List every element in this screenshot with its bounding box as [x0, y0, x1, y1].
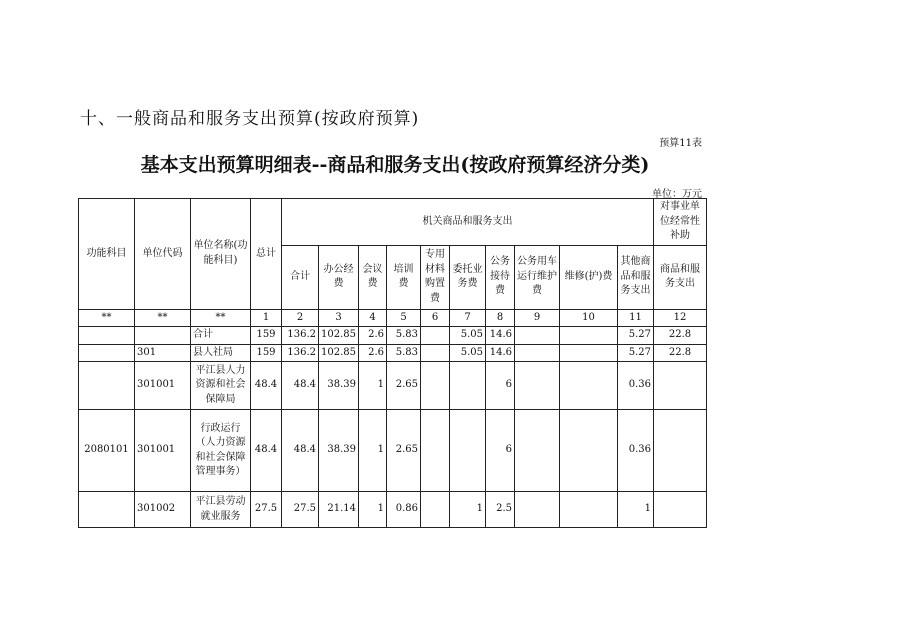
table-cell: 0.36: [618, 362, 654, 410]
table-cell: [515, 362, 560, 410]
table-cell: 1: [450, 492, 486, 528]
table-cell: 5.27: [618, 344, 654, 362]
header-row-top: [79, 199, 707, 246]
table-cell: [515, 410, 560, 492]
table-cell: 1: [359, 410, 387, 492]
index-cell: 7: [450, 309, 486, 327]
header-unit-name: 单位名称(功能科目): [191, 199, 251, 310]
table-cell: 301002: [135, 492, 191, 528]
index-row: [79, 309, 707, 327]
table-cell: 6: [486, 410, 515, 492]
table-cell: 21.14: [319, 492, 359, 528]
table-cell: [79, 362, 135, 410]
index-cell: 12: [654, 309, 707, 327]
header-group-label: 机关商品和服务支出: [282, 199, 654, 246]
table-cell: 22.8: [654, 344, 707, 362]
table-cell: [515, 344, 560, 362]
table-cell: [135, 327, 191, 345]
table-cell: [79, 344, 135, 362]
header-col: 其他商品和服务支出: [618, 245, 654, 309]
header-total: 总计: [251, 199, 282, 310]
table-cell: [421, 492, 450, 528]
index-cell: 9: [515, 309, 560, 327]
table-cell: 县人社局: [191, 344, 251, 362]
table-row: [79, 327, 707, 345]
header-unit-code: 单位代码: [135, 199, 191, 310]
table-cell: [560, 492, 618, 528]
table-cell: [654, 362, 707, 410]
table-cell: [560, 362, 618, 410]
index-cell: 11: [618, 309, 654, 327]
index-cell: 6: [421, 309, 450, 327]
header-subsidy-group: 对事业单位经常性补助: [654, 199, 707, 246]
header-col: 维修(护)费: [560, 245, 618, 309]
index-cell: 1: [251, 309, 282, 327]
table-cell: 2080101: [79, 410, 135, 492]
table-cell: [560, 410, 618, 492]
table-cell: 合计: [191, 327, 251, 345]
table-cell: [421, 327, 450, 345]
table-cell: 301001: [135, 362, 191, 410]
table-cell: 2.65: [387, 362, 421, 410]
header-col: 公务接待费: [486, 245, 515, 309]
table-cell: [79, 492, 135, 528]
header-col: 专用材料购置费: [421, 245, 450, 309]
header-col: 会议费: [359, 245, 387, 309]
unit-label: 单位：万元: [652, 189, 702, 200]
index-cell: 8: [486, 309, 515, 327]
table-row: [79, 344, 707, 362]
table-cell: 48.4: [251, 362, 282, 410]
table-cell: [515, 327, 560, 345]
table-row: [79, 492, 707, 528]
table-cell: 14.6: [486, 344, 515, 362]
index-cell: 4: [359, 309, 387, 327]
table-cell: [421, 362, 450, 410]
budget-table: [78, 198, 707, 528]
header-col: 合计: [282, 245, 319, 309]
table-row: [79, 410, 707, 492]
table-cell: 0.86: [387, 492, 421, 528]
table-title: 基本支出预算明细表--商品和服务支出(按政府预算经济分类): [140, 154, 650, 176]
table-cell: 5.05: [450, 327, 486, 345]
table-cell: 5.83: [387, 327, 421, 345]
table-cell: 2.5: [486, 492, 515, 528]
index-cell: 5: [387, 309, 421, 327]
table-number: 预算11表: [659, 138, 702, 149]
table-cell: 27.5: [251, 492, 282, 528]
table-cell: 14.6: [486, 327, 515, 345]
table-cell: 2.6: [359, 327, 387, 345]
header-col: 办公经费: [319, 245, 359, 309]
table-cell: 48.4: [282, 362, 319, 410]
table-cell: 平江县劳动就业服务: [191, 492, 251, 528]
table-cell: [515, 492, 560, 528]
table-cell: 136.2: [282, 327, 319, 345]
index-cell: **: [135, 309, 191, 327]
index-cell: **: [191, 309, 251, 327]
table-cell: 5.83: [387, 344, 421, 362]
table-cell: 102.85: [319, 327, 359, 345]
table-cell: 48.4: [282, 410, 319, 492]
table-cell: 6: [486, 362, 515, 410]
table-cell: 38.39: [319, 362, 359, 410]
table-cell: 159: [251, 327, 282, 345]
table-cell: 0.36: [618, 410, 654, 492]
index-cell: 10: [560, 309, 618, 327]
table-cell: [654, 410, 707, 492]
header-func-subject: 功能科目: [79, 199, 135, 310]
table-cell: 平江县人力资源和社会保障局: [191, 362, 251, 410]
table-cell: 2.65: [387, 410, 421, 492]
section-title: 十、一般商品和服务支出预算(按政府预算): [80, 109, 420, 129]
table-row: [79, 362, 707, 410]
index-cell: 3: [319, 309, 359, 327]
table-cell: [450, 410, 486, 492]
table-cell: 38.39: [319, 410, 359, 492]
table-cell: 1: [359, 362, 387, 410]
table-cell: 1: [359, 492, 387, 528]
table-cell: [654, 492, 707, 528]
table-cell: 行政运行（人力资源和社会保障管理事务）: [191, 410, 251, 492]
table-cell: [450, 362, 486, 410]
header-col: 委托业务费: [450, 245, 486, 309]
table-cell: 22.8: [654, 327, 707, 345]
table-cell: 159: [251, 344, 282, 362]
table-cell: 1: [618, 492, 654, 528]
table-cell: 5.05: [450, 344, 486, 362]
table-cell: 301001: [135, 410, 191, 492]
table-cell: [560, 344, 618, 362]
table-cell: 2.6: [359, 344, 387, 362]
header-col: 培训费: [387, 245, 421, 309]
table-cell: 5.27: [618, 327, 654, 345]
index-cell: **: [79, 309, 135, 327]
table-cell: 136.2: [282, 344, 319, 362]
table-cell: 48.4: [251, 410, 282, 492]
header-col: 商品和服务支出: [654, 245, 707, 309]
header-col: 公务用车运行维护费: [515, 245, 560, 309]
table-cell: [560, 327, 618, 345]
table-cell: [421, 344, 450, 362]
table-cell: 102.85: [319, 344, 359, 362]
index-cell: 2: [282, 309, 319, 327]
table-cell: 301: [135, 344, 191, 362]
table-cell: 27.5: [282, 492, 319, 528]
table-cell: [421, 410, 450, 492]
table-cell: [79, 327, 135, 345]
